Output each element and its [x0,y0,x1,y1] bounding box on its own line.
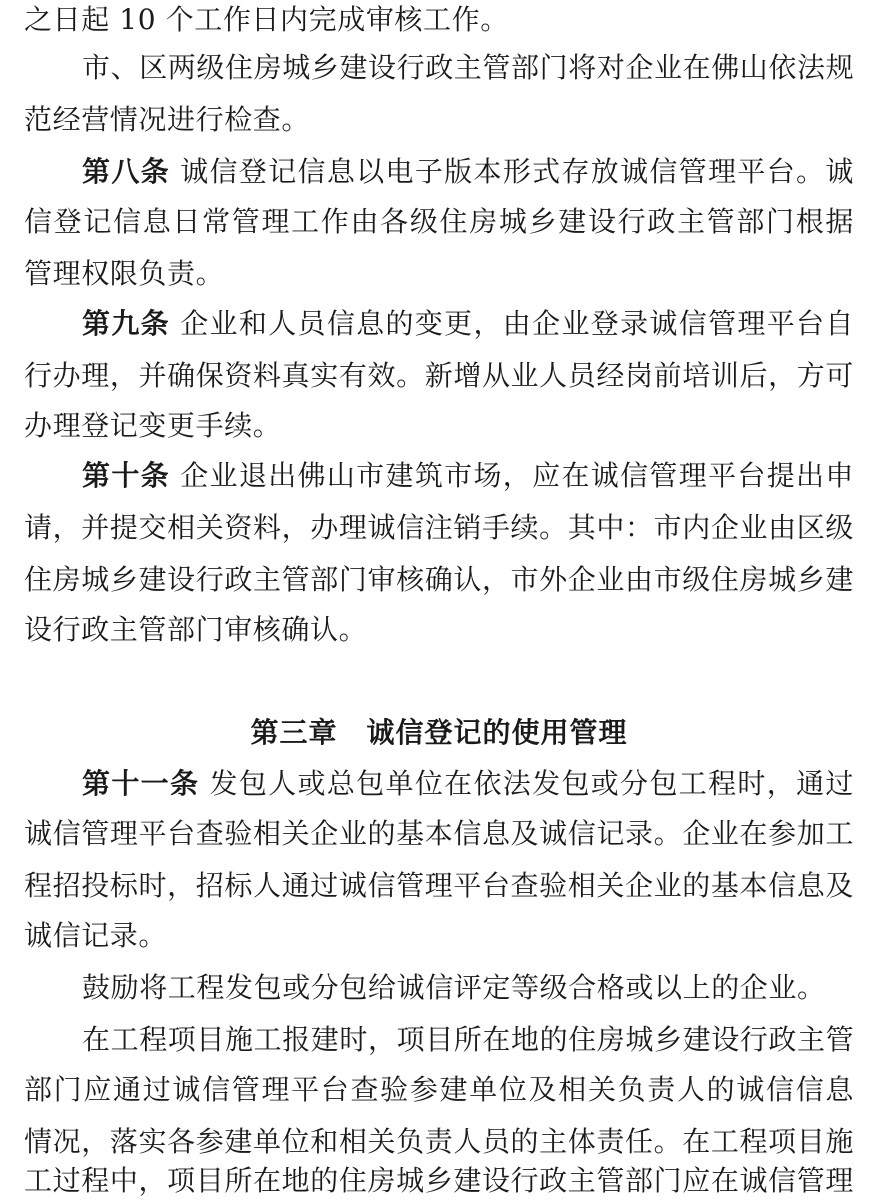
article-8-text: 诚信登记信息以电子版本形式存放诚信管理平台。诚 [180,155,854,188]
article-11-line-3: 程招投标时，招标人通过诚信管理平台查验相关企业的基本信息及 [24,869,854,902]
article-8-line-2: 信登记信息日常管理工作由各级住房城乡建设行政主管部门根据 [24,205,854,238]
article-9-line-2: 行办理，并确保资料真实有效。新增从业人员经岗前培训后，方可 [24,359,854,392]
paragraph-inspection-line-2: 范经营情况进行检查。 [24,103,311,136]
article-11-line-1 [24,764,854,804]
paragraph-intro-tail-line-1: 之日起 10 个工作日内完成审核工作。 [24,3,509,36]
article-10-text: 企业退出佛山市建筑市场，应在诚信管理平台提出申 [180,459,854,492]
chapter-3-heading: 第三章 诚信登记的使用管理 [250,716,628,749]
article-9-text: 企业和人员信息的变更，由企业登录诚信管理平台自 [180,307,854,340]
article-8-line-1 [24,152,854,192]
article-8-label: 第八条 [82,155,170,188]
article-8-line-3: 管理权限负责。 [24,257,225,290]
paragraph-construction-line-3: 情况，落实各参建单位和相关负责人员的主体责任。在工程项目施 [24,1125,854,1158]
paragraph-construction-line-1: 在工程项目施工报建时，项目所在地的住房城乡建设行政主管 [82,1023,855,1056]
article-10-line-2: 请，并提交相关资料，办理诚信注销手续。其中：市内企业由区级 [24,511,854,544]
article-9-line-3: 办理登记变更手续。 [24,409,282,442]
article-9-line-1 [24,304,854,344]
paragraph-inspection-line-1: 市、区两级住房城乡建设行政主管部门将对企业在佛山依法规 [82,51,855,84]
paragraph-encourage-line-1: 鼓励将工程发包或分包给诚信评定等级合格或以上的企业。 [82,971,826,1004]
article-11-line-4: 诚信记录。 [24,919,168,952]
article-11-line-2: 诚信管理平台查验相关企业的基本信息及诚信记录。企业在参加工 [24,817,854,850]
article-10-line-3: 住房城乡建设行政主管部门审核确认，市外企业由市级住房城乡建 [24,563,854,596]
article-10-line-1 [24,456,854,496]
article-10-label: 第十条 [82,459,170,492]
article-10-line-4: 设行政主管部门审核确认。 [24,613,368,646]
article-9-label: 第九条 [82,307,170,340]
paragraph-construction-line-4: 工过程中，项目所在地的住房城乡建设行政主管部门应在诚信管理 [24,1164,854,1197]
article-11-label: 第十一条 [82,767,200,800]
article-11-text: 发包人或总包单位在依法发包或分包工程时，通过 [209,767,854,800]
paragraph-construction-line-2: 部门应通过诚信管理平台查验参建单位及相关负责人的诚信信息 [24,1073,854,1106]
